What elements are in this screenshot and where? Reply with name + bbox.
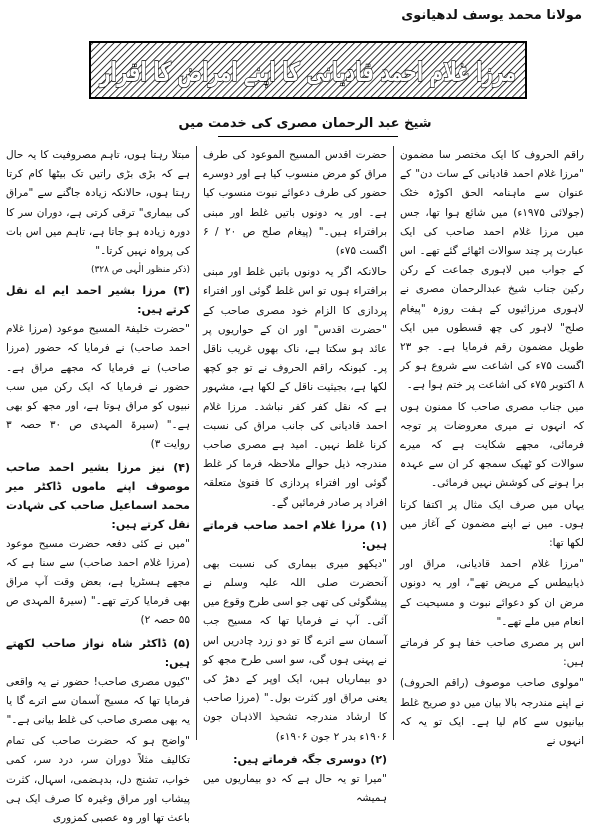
paragraph: حالانکہ اگر یہ دونوں باتیں غلط اور مبنی برافتراء ہوں تو اس غلط گوئی اور افتراء پردازی کا الزام خود مصری صاحب کے "حضرت اقدس" اور ان کے حواریوں پر عائد ہو سکتا ہے، ناک بھوں غریب ناقل پر۔ کیونکہ راقم الحروف نے تو جو کچھ لکھا ہے، بجیثیت ناقل کے لکھا ہے، مشہور ہے کہ نقل کفر کفر نباشد۔ مرزا غلام احمد قادیانی کی جانب مراق کی نسبت کرنا غلط نہیں۔ امید ہے مصری صاحب مندرجہ ذیل حوالے ملاحظہ فرما کر غلط گوئی اور افتراء پردازی کا فتویٰ متعلقہ افراد پر صادر فرمائیں گے۔ xyxy=(203,266,387,509)
quotation: "حضرت خلیفۃ المسیح موعود (مرزا غلام احمد صاحب) نے فرمایا کہ حضور (مرزا صاحب) نے فرمایا کہ مجھے مراق ہے۔ حضور نے فرمایا کہ ایک رکن میں سب نبیوں کو مراق ہوتا ہے، اور مجھ کو بھی ہے۔" (سیرۃ المہدی ص ۳۰ حصہ ۳ روایت ۳) xyxy=(6,323,190,451)
column-divider xyxy=(196,146,197,740)
quotation: "دیکھو میری بیماری کی نسبت بھی آنحضرت صلی اللہ علیہ وسلم نے پیشگوئی کی تھی جو اسی طرح وقوع میں آئی۔ آپ نے فرمایا تھا کہ مسیح جب آسمان سے اترے گا تو دو زرد چادریں اس نے پہنی ہوں گی، سو اسی طرح مجھ کو دو بیماریاں ہیں، ایک اوپر کے دھڑ کی یعنی مراق اور کثرت بول۔" (مرزا صاحب کا ارشاد مندرجہ تشحیذ الاذہان جون ۱۹۰۶ء بدر ۲ جون ۱۹۰۶ء) xyxy=(203,557,387,743)
numbered-heading: (۱) مرزا غلام احمد صاحب فرماتے ہیں: xyxy=(203,518,387,551)
column-right xyxy=(400,146,584,748)
paragraph: اس پر مصری صاحب خفا ہو کر فرماتے ہیں: xyxy=(400,637,584,669)
quotation: "میرا تو یہ حال ہے کہ دو بیماریوں میں ہمیشہ xyxy=(203,772,387,805)
quotation: "مولوی صاحب موصوف (راقم الحروف) نے اپنے مندرجہ بالا بیان میں دو صریح غلط بیانیوں سے کام لیا ہے۔ ایک تو یہ کہ انہوں نے xyxy=(400,677,584,748)
article-subtitle: شیخ عبد الرحمان مصری کی خدمت میں xyxy=(178,116,432,131)
article-title: مرزا غلام احمد قادیانی کا اپنے امراض کا اقرار xyxy=(98,58,516,88)
numbered-heading: (۳) مرزا بشیر احمد ایم اے نقل کرتے ہیں: xyxy=(6,284,190,317)
quotation: "کیوں مصری صاحب! حضور نے یہ واقعی فرمایا تھا کہ مسیح آسمان سے اترے گا یا یہ بھی مصری صاحب کی غلط بیانی ہے۔" xyxy=(6,675,190,727)
paragraph: میں جناب مصری صاحب کا ممنون ہوں کہ انہوں نے میری معروضات پر توجہ فرمائی، مجھے شکایت ہے کہ میرے سوالات کو ٹھیک سمجھ کر ان سے عہدہ برا ہونے کی کوشش نہیں فرمائی۔ xyxy=(400,400,584,490)
citation: (ذکر منظور الٰہی ص ۳۲۸) xyxy=(90,265,190,276)
paragraph: یہاں میں صرف ایک مثال پر اکتفا کرتا ہوں۔ میں نے اپنے مضمون کے آغاز میں لکھا تھا: xyxy=(400,498,584,550)
numbered-heading: (۵) ڈاکٹر شاہ نواز صاحب لکھتے ہیں: xyxy=(6,636,190,669)
column-middle xyxy=(203,146,387,805)
quotation: "واضح ہو کہ حضرت صاحب کی تمام تکالیف مثلاً دوران سر، درد سر، کمی خواب، تشنج دل، بدہضمی، اسہال، کثرت پیشاب اور مراق وغیرہ کا صرف ایک ہی باعث تھا اور وہ عصبی کمزوری xyxy=(6,735,190,825)
column-divider xyxy=(393,146,394,740)
article-columns xyxy=(6,146,584,825)
numbered-heading: (۲) دوسری جگہ فرماتے ہیں: xyxy=(233,752,387,766)
column-left xyxy=(6,146,190,825)
paragraph: راقم الحروف کا ایک مختصر سا مضمون "مرزا غلام احمد قادیانی کے سات دن" کے عنوان سے ماہنامہ الحق اکوڑہ خٹک (جولائی ۱۹۷۵ء) میں شائع ہوا تھا، جس میں مرزا غلام احمد صاحب کی ایک عبارت پر چند سوالات اٹھائے گئے تھے۔ اس کے جواب میں لاہوری جماعت کے رکن رکین جناب شیخ عبدالرحمان مصری نے لاہوری مرزائیوں کے ہفت روزہ "پیغام صلح" لاہور کی چھ قسطوں میں ایک طویل مضمون رقم فرمایا ہے۔ جو ۲۳ اگست ۷۵ء کی اشاعت سے شروع ہو کر ۸ اکتوبر ۷۵ء کی اشاعت پر ختم ہوا ہے۔ xyxy=(400,149,584,392)
quotation: "میں نے کئی دفعہ حضرت مسیح موعود (مرزا غلام احمد صاحب) سے سنا ہے کہ مجھے ہسٹریا ہے، بعض وقت آپ مراق بھی فرمایا کرتے تھے۔" (سیرۃ المہدی ص ۵۵ حصہ ۲) xyxy=(6,537,190,627)
quotation: حضرت اقدس المسیح الموعود کی طرف مراق کو مرض منسوب کیا ہے اور دوسرے حضور کی طرف دعوائے نبوت منسوب کیا ہے۔ اور یہ دونوں باتیں غلط اور مبنی برافتراء ہیں۔" (پیغام صلح ص ۲۰ / ۶ اگست ۷۵ء) xyxy=(203,149,387,258)
quotation: "مرزا غلام احمد قادیانی، مراق اور ذیابیطس کے مریض تھے"، اور یہ دونوں مرض ان کو دعوائے نبوت و مسیحیت کے انعام میں ملے تھے۔" xyxy=(400,558,584,628)
title-banner xyxy=(88,40,528,100)
numbered-heading: (۴) نیز مرزا بشیر احمد صاحب موصوف اپنے ماموں ڈاکٹر میر محمد اسماعیل صاحب کی شہادت نقل کرتے ہیں: xyxy=(6,460,190,531)
author-name: مولانا محمد یوسف لدھیانوی xyxy=(401,8,582,23)
subtitle-underline xyxy=(218,136,398,137)
title-banner-graphic xyxy=(88,40,528,100)
quotation: مبتلا رہتا ہوں، تاہم مصروفیت کا یہ حال ہے کہ بڑی بڑی راتیں تک بیٹھا کام کرتا رہتا ہوں، حالانکہ زیادہ جاگنے سے "مراق کی بیماری" ترقی کرتی ہے، دوران سر کا دورہ زیادہ ہو جاتا ہے، تاہم میں اس بات کی پرواہ نہیں کرتا۔" xyxy=(6,149,190,258)
